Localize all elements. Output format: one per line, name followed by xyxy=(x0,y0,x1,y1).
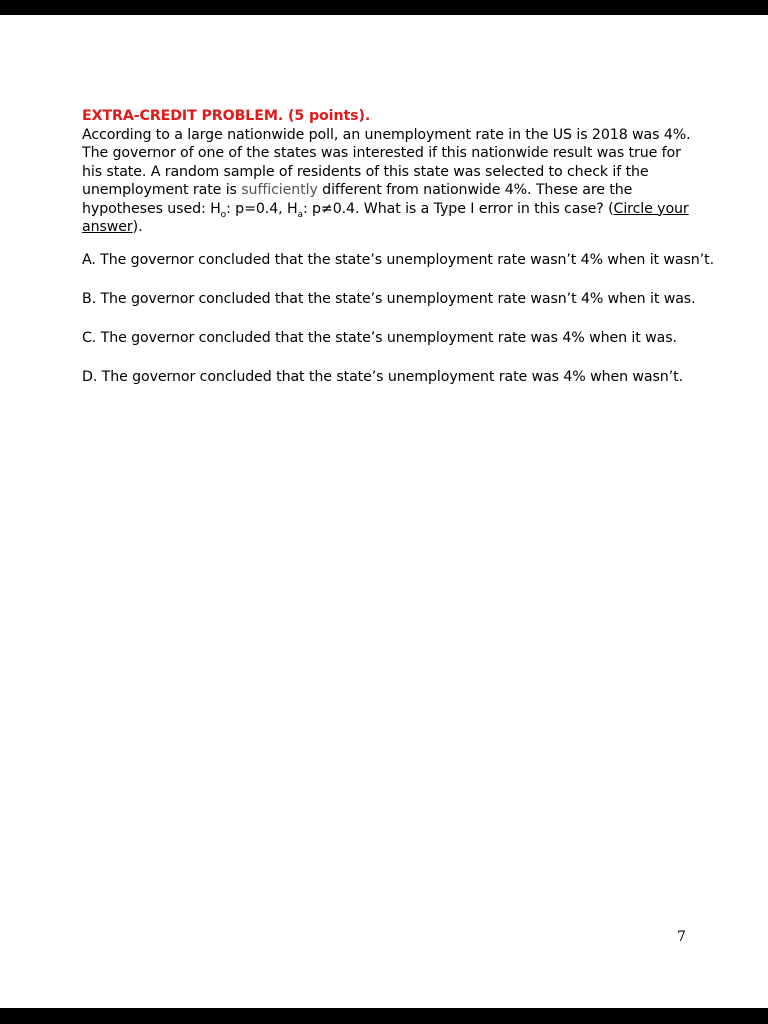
top-border xyxy=(0,0,768,15)
alt-hypothesis-text: : p≠0.4. What is a Type I error in this case? ( xyxy=(302,200,614,217)
problem-statement xyxy=(82,126,702,237)
answer-options xyxy=(82,251,722,407)
document-page xyxy=(0,15,768,1008)
option-d[interactable]: D. The governor concluded that the state’s unemployment rate was 4% when wasn’t. xyxy=(82,369,683,385)
null-hypothesis-subscript: o xyxy=(220,209,227,220)
bottom-border xyxy=(0,1008,768,1024)
option-a[interactable]: A. The governor concluded that the state’s unemployment rate wasn’t 4% when it wasn’t. xyxy=(82,252,714,268)
alt-hypothesis-subscript: a xyxy=(297,209,303,220)
problem-closing: ). xyxy=(132,219,143,235)
option-c[interactable]: C. The governor concluded that the state’s unemployment rate was 4% when it was. xyxy=(82,330,677,346)
circle-answer-instruction: Circle your answer xyxy=(82,200,689,235)
page-number: 7 xyxy=(677,929,686,945)
null-hypothesis-text: : p=0.4, H xyxy=(226,200,298,217)
problem-title: EXTRA-CREDIT PROBLEM. (5 points). xyxy=(82,108,371,124)
problem-text-part2: different from nationwide 4%. These are the hypotheses used: H xyxy=(82,182,633,217)
word-sufficiently: sufficiently xyxy=(241,182,318,198)
problem-text-part1: According to a large nationwide poll, an unemployment rate in the US is 2018 was 4%. The governor of one of the states was interested if this nationwide result was true for his state. A random sample of residents of this state was selected to check if the unemployment rate is xyxy=(82,126,691,198)
extra-credit-problem xyxy=(82,107,702,237)
option-b[interactable]: B. The governor concluded that the state’s unemployment rate wasn’t 4% when it was. xyxy=(82,291,696,307)
